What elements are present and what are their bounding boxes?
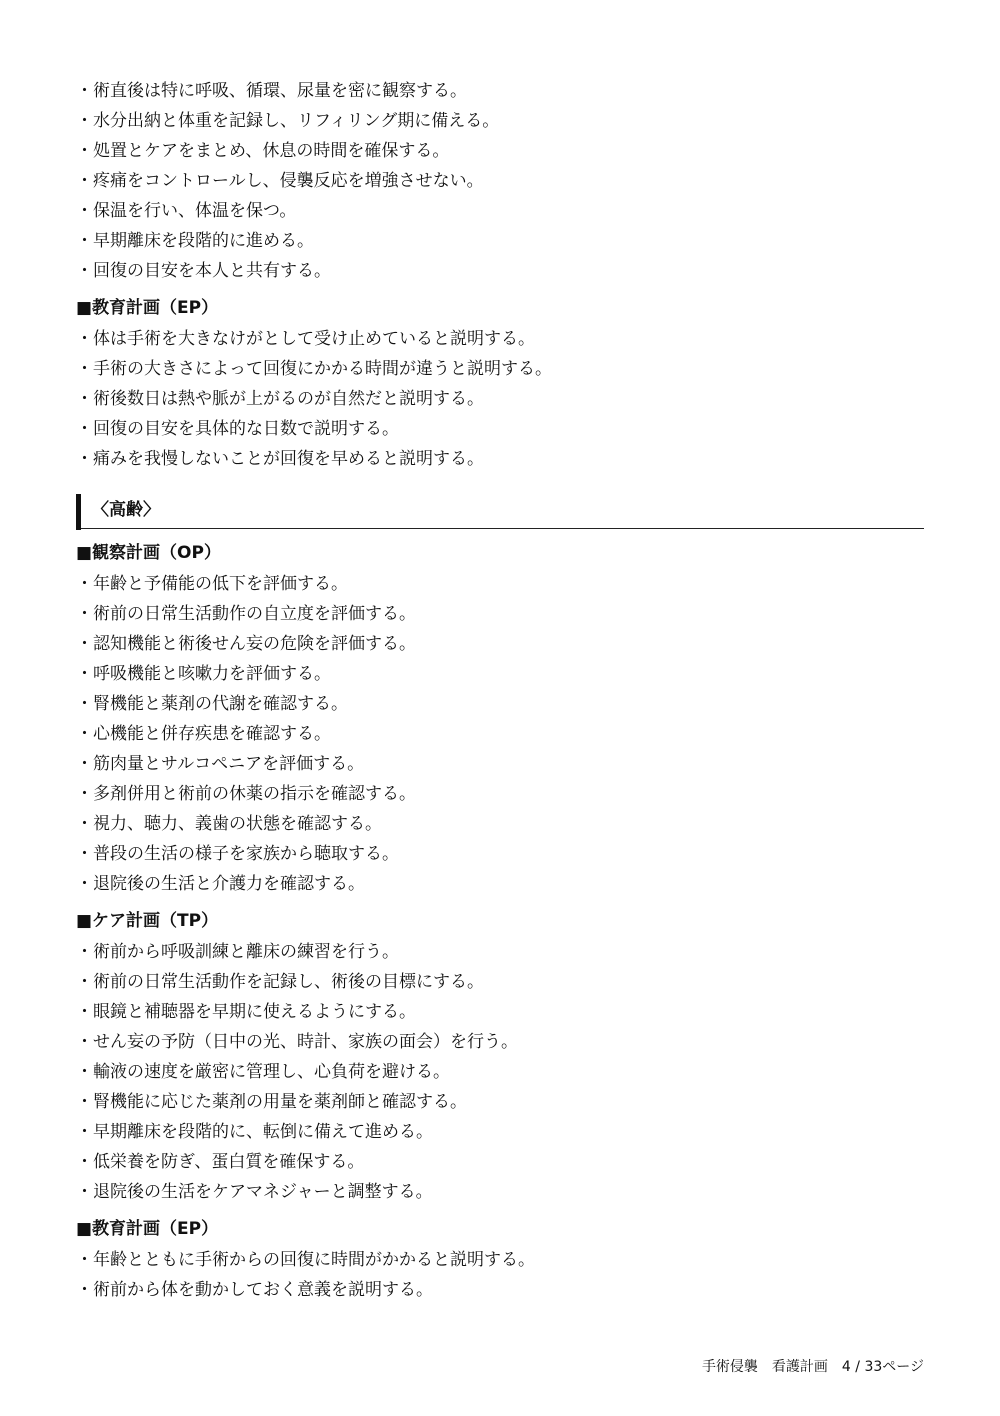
page-footer: 手術侵襲 看護計画 4 / 33ページ (701, 1359, 924, 1375)
list-item: ・術前から呼吸訓練と離床の練習を行う。 (76, 942, 399, 962)
list-item: ・腎機能と薬剤の代謝を確認する。 (76, 694, 348, 714)
list-item: ・水分出納と体重を記録し、リフィリング期に備える。 (76, 111, 500, 131)
list-item: ・回復の目安を具体的な日数で説明する。 (76, 419, 399, 439)
list-item: ・術前の日常生活動作を記録し、術後の目標にする。 (76, 972, 484, 992)
subheading-observation-plan: ■観察計画（OP） (76, 543, 221, 563)
list-item: ・術直後は特に呼吸、循環、尿量を密に観察する。 (76, 81, 467, 101)
list-item: ・眼鏡と補聴器を早期に使えるようにする。 (76, 1002, 416, 1022)
list-item: ・退院後の生活をケアマネジャーと調整する。 (76, 1182, 433, 1202)
list-item: ・筋肉量とサルコペニアを評価する。 (76, 754, 365, 774)
list-item: ・年齢とともに手術からの回復に時間がかかると説明する。 (76, 1250, 535, 1270)
list-item: ・術後数日は熱や脈が上がるのが自然だと説明する。 (76, 389, 484, 409)
list-item: ・早期離床を段階的に、転倒に備えて進める。 (76, 1122, 433, 1142)
list-item: ・体は手術を大きなけがとして受け止めていると説明する。 (76, 329, 535, 349)
education-plan-block-1 (76, 294, 924, 474)
list-item: ・多剤併用と術前の休薬の指示を確認する。 (76, 784, 416, 804)
list-item: ・手術の大きさによって回復にかかる時間が違うと説明する。 (76, 359, 552, 379)
subheading-education-plan: ■教育計画（EP） (76, 1219, 219, 1239)
list-item: ・疼痛をコントロールし、侵襲反応を増強させない。 (76, 171, 484, 191)
list-item: ・保温を行い、体温を保つ。 (76, 201, 297, 221)
list-item: ・腎機能に応じた薬剤の用量を薬剤師と確認する。 (76, 1092, 467, 1112)
list-item: ・処置とケアをまとめ、休息の時間を確保する。 (76, 141, 450, 161)
list-item: ・回復の目安を本人と共有する。 (76, 261, 331, 281)
list-item: ・普段の生活の様子を家族から聴取する。 (76, 844, 399, 864)
list-item: ・認知機能と術後せん妄の危険を評価する。 (76, 634, 416, 654)
care-plan-block (76, 907, 924, 1207)
list-item: ・痛みを我慢しないことが回復を早めると説明する。 (76, 449, 484, 469)
list-item: ・術前から体を動かしておく意義を説明する。 (76, 1280, 433, 1300)
list-item: ・低栄養を防ぎ、蛋白質を確保する。 (76, 1152, 365, 1172)
list-block-1 (76, 76, 924, 286)
list-item: ・輸液の速度を厳密に管理し、心負荷を避ける。 (76, 1062, 450, 1082)
list-item: ・せん妄の予防（日中の光、時計、家族の面会）を行う。 (76, 1032, 518, 1052)
education-plan-block-2 (76, 1215, 924, 1305)
section-heading-elderly (76, 494, 924, 529)
section-bar (76, 494, 81, 530)
section-title: 〈高齢〉 (92, 500, 160, 520)
subheading-care-plan: ■ケア計画（TP） (76, 911, 219, 931)
list-item: ・視力、聴力、義歯の状態を確認する。 (76, 814, 382, 834)
list-item: ・退院後の生活と介護力を確認する。 (76, 874, 365, 894)
list-item: ・術前の日常生活動作の自立度を評価する。 (76, 604, 416, 624)
list-item: ・心機能と併存疾患を確認する。 (76, 724, 331, 744)
list-item: ・年齢と予備能の低下を評価する。 (76, 574, 348, 594)
list-item: ・早期離床を段階的に進める。 (76, 231, 314, 251)
observation-plan-block (76, 539, 924, 899)
list-item: ・呼吸機能と咳嗽力を評価する。 (76, 664, 331, 684)
subheading-education-plan: ■教育計画（EP） (76, 298, 219, 318)
document-page (76, 76, 924, 1305)
